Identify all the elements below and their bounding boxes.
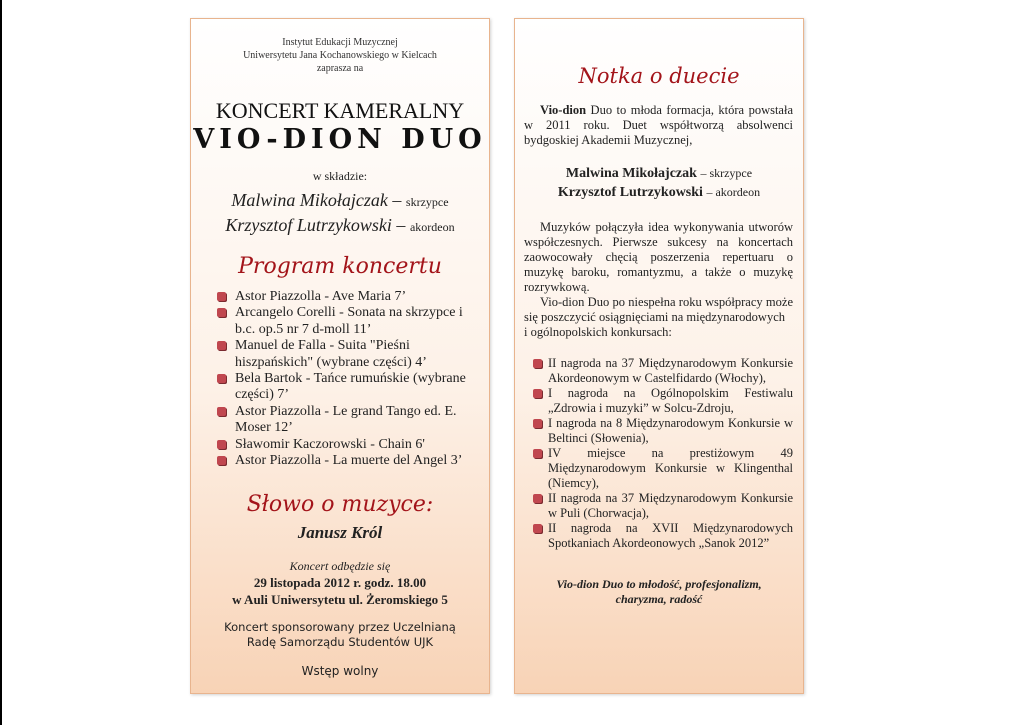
description-text (515, 220, 803, 340)
program-item-text: Astor Piazzolla - La muerte del Angel 3’ (235, 453, 463, 469)
intro-paragraph (515, 103, 803, 148)
achievement-item (533, 386, 793, 416)
sponsor-note (191, 620, 489, 650)
paragraph: Vio-dion Duo po niespełna roku współpracy może się poszczycić osiągnięciami na międzynarodowych (524, 295, 793, 324)
bullet-icon (217, 341, 226, 350)
bullet-icon (217, 440, 226, 449)
program-list (191, 289, 489, 469)
program-item (217, 371, 479, 404)
left-panel (190, 18, 490, 694)
performer (191, 214, 489, 239)
concert-title: KONCERT KAMERALNY (215, 98, 465, 123)
achievement-item (533, 356, 793, 386)
program-item (217, 338, 479, 371)
program-item (217, 453, 479, 469)
free-entry: Wstęp wolny (301, 664, 379, 679)
performer (191, 189, 489, 214)
program-item (217, 437, 479, 453)
info-intro: Koncert odbędzie się (289, 559, 391, 574)
program-item-text: Manuel de Falla - Suita "Pieśni hiszpańskich" (wybrane części) 4’ (235, 338, 427, 370)
achievement-text: II nagroda na 37 Międzynarodowym Konkursie w Puli (Chorwacja), (548, 491, 793, 520)
bullet-icon (217, 292, 226, 301)
program-item (217, 404, 479, 437)
performer-name: Krzysztof Lutrzykowski (557, 185, 703, 200)
performer-name: Malwina Mikołajczak – (231, 190, 402, 210)
program-item-text: Arcangelo Corelli - Sonata na skrzypce i b.c. op.5 nr 7 d-moll 11’ (235, 305, 463, 337)
performer-instrument: skrzypce (405, 195, 449, 209)
achievement-text: II nagroda na 37 Międzynarodowym Konkursie Akordeonowym w Castelfidardo (Włochy), (548, 356, 793, 385)
performer (515, 183, 803, 202)
achievement-text: IV miejsce na prestiżowym 49 Międzynarodowym Konkursie w Klingenthal (Niemcy), (548, 446, 793, 490)
intro-lead: Vio-dion (540, 103, 587, 117)
achievement-text: I nagroda na Ogólnopolskim Festiwalu „Zdrowia i muzyki” w Solcu-Zdroju, (548, 386, 793, 415)
achievement-item (533, 521, 793, 551)
word-heading: Słowo o muzyce: (246, 492, 434, 518)
performer (515, 164, 803, 183)
program-item (217, 305, 479, 338)
program-item-text: Sławomir Kaczorowski - Chain 6' (235, 436, 425, 452)
concert-venue: w Auli Uniwersytetu ul. Żeromskiego 5 (232, 592, 448, 608)
sponsor-line: Radę Samorządu Studentów UJK (246, 635, 434, 650)
bullet-icon (533, 359, 542, 368)
program-item-text: Astor Piazzolla - Le grand Tango ed. E. Moser 12’ (235, 403, 457, 436)
duo-motto (515, 577, 803, 607)
bullet-icon (533, 449, 542, 458)
performer-instrument: – akordeon (706, 185, 761, 199)
program-item-text: Bela Bartok - Tańce rumuńskie (wybrane części) 7’ (235, 371, 466, 403)
bullet-icon (533, 524, 542, 533)
intro-text: Duo to młoda formacja, która powstała w 2011 roku. Duet współtworzą absolwenci bydgoskiej Akademii Muzycznej, (524, 103, 794, 147)
bullet-icon (217, 374, 226, 383)
achievement-item (533, 416, 793, 446)
bullet-icon (217, 407, 226, 416)
program-heading: Program koncertu (238, 254, 442, 279)
header-line: Uniwersytetu Jana Kochanowskiego w Kielcach (243, 50, 437, 61)
bullet-icon (533, 419, 542, 428)
performer-instrument: – skrzypce (700, 166, 753, 180)
bullet-icon (533, 389, 542, 398)
lineup-label: w składzie: (312, 169, 368, 183)
performer-instrument: akordeon (409, 220, 455, 234)
page-edge-line (0, 0, 2, 725)
bullet-icon (217, 308, 226, 317)
achievement-text: II nagroda na XVII Międzynarodowych Spotkaniach Akordeonowych „Sanok 2012” (548, 521, 793, 550)
achievement-item (533, 446, 793, 491)
performer-name: Krzysztof Lutrzykowski – (225, 215, 406, 235)
concert-date: 29 listopada 2012 r. godz. 18.00 (253, 575, 427, 591)
paragraph: i ogólnopolskich konkursach: (524, 325, 672, 339)
duo-title: VIO-DION DUO (193, 124, 487, 155)
motto-line: charyzma, radość (615, 592, 703, 606)
achievement-text: I nagroda na 8 Międzynarodowym Konkursie w Beltinci (Słowenia), (548, 416, 793, 445)
performers (191, 189, 489, 239)
sponsor-line: Koncert sponsorowany przez Uczelnianą (224, 620, 456, 635)
duo-note-heading: Notka o duecie (578, 64, 740, 88)
achievement-item (533, 491, 793, 521)
achievements-list (515, 356, 803, 551)
performer-name: Malwina Mikołajczak (565, 166, 697, 181)
paragraph: Muzyków połączyła idea wykonywania utworów współczesnych. Pierwsze sukcesy na koncertach zaowocowały chęcią poszerzenia repertuaru o muzykę baroku, romantyzmu, a także o muzykę rozrywkową. (524, 220, 793, 294)
program-item (217, 289, 479, 305)
right-panel (514, 18, 804, 694)
program-item-text: Astor Piazzolla - Ave Maria 7’ (235, 289, 407, 304)
speaker-name: Janusz Król (297, 523, 383, 543)
institution-header (191, 36, 489, 75)
header-line: zaprasza na (316, 63, 364, 74)
performers-right (515, 164, 803, 202)
motto-line: Vio-dion Duo to młodość, profesjonalizm, (556, 577, 762, 591)
header-line: Instytut Edukacji Muzycznej (282, 37, 398, 48)
bullet-icon (533, 494, 542, 503)
bullet-icon (217, 456, 226, 465)
